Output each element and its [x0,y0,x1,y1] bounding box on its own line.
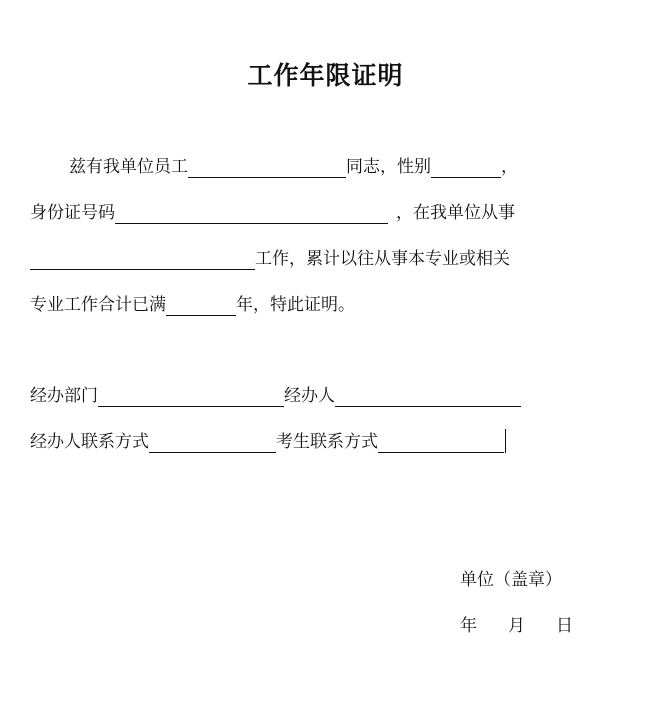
handler-line [30,381,521,407]
month-label: 月 [508,616,525,636]
paragraph-line-1 [69,152,518,178]
text-employee-prefix: 兹有我单位员工 [69,157,188,177]
handler-label: 经办人 [284,386,335,406]
text-cursor [505,429,506,453]
handler-contact-blank[interactable] [149,432,276,453]
handler-contact-label: 经办人联系方式 [30,432,149,452]
text-certify: 年，特此证明。 [236,295,355,315]
text-comma: ， [501,157,518,177]
unit-seal-line [460,565,562,591]
day-label: 日 [556,616,573,636]
profession-blank[interactable] [30,249,255,270]
date-line [460,611,573,637]
document-title: 工作年限证明 [247,61,404,90]
contact-line [30,427,506,453]
years-blank[interactable] [166,295,236,316]
paragraph-line-4 [30,290,355,316]
paragraph-line-2 [30,198,515,224]
gender-blank[interactable] [431,157,501,178]
text-engaged-in: ，在我单位从事 [396,203,515,223]
text-total-years-label: 专业工作合计已满 [30,295,166,315]
dept-label: 经办部门 [30,386,98,406]
unit-seal-label: 单位（盖章） [460,570,562,590]
employee-name-blank[interactable] [188,157,346,178]
id-number-blank[interactable] [115,203,388,224]
text-work-cumulative: 工作，累计以往从事本专业或相关 [255,249,510,269]
candidate-contact-label: 考生联系方式 [276,432,378,452]
handler-blank[interactable] [335,386,521,407]
candidate-contact-blank[interactable] [378,432,504,453]
paragraph-line-3 [30,244,510,270]
dept-blank[interactable] [98,386,284,407]
text-gender-label: 同志，性别 [346,157,431,177]
text-id-number-label: 身份证号码 [30,203,115,223]
year-label: 年 [460,616,477,636]
